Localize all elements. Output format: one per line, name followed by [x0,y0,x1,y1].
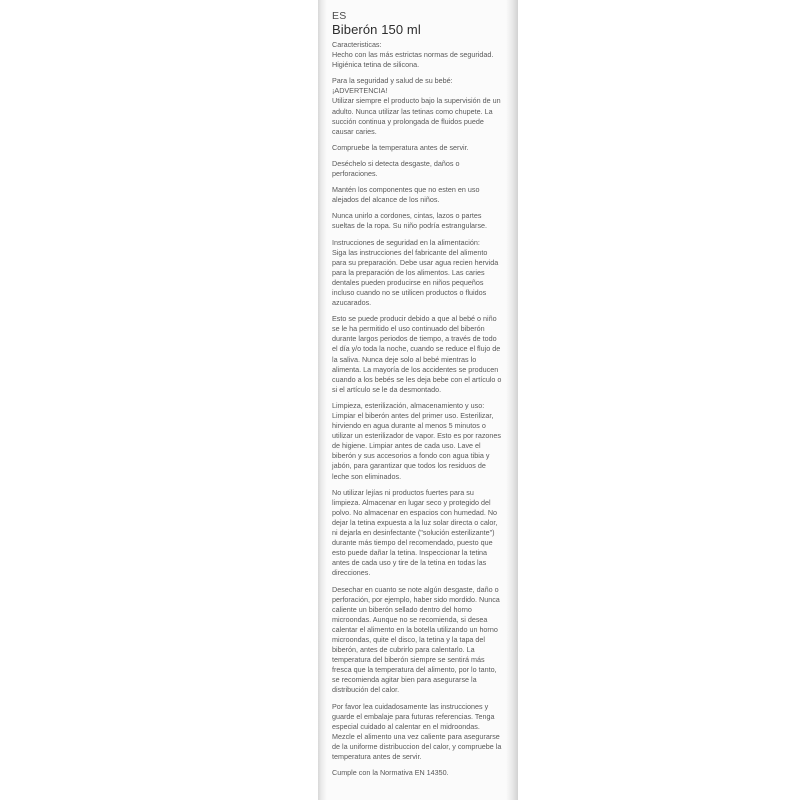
language-code: ES [332,10,347,22]
features-heading: Caracteristicas: [332,40,382,49]
warning-paragraph-5: Nunca unirlo a cordones, cintas, lazos o partes sueltas de la ropa. Su niño podría estrangularse. [332,211,488,231]
warning-paragraph-3: Deséchelo si detecta desgaste, daños o perforaciones. [332,158,460,179]
label-content [328,0,506,800]
warning-paragraph-1: Utilizar siempre el producto bajo la supervisión de un adulto. Nunca utilizar las tetinas como chupete. La succión continua y prolongada de fluidos puede causar caries. [332,96,501,136]
cleaning-heading: Limpieza, esterilización, almacenamiento y uso: [332,400,485,410]
feeding-paragraph-2: Esto se puede producir debido a que al bebé o niño se le ha permitido el uso continuado del biberón durante largos periodos de tiempo, a través de todo el día y/o toda la noche, cuando se reduce el flujo de la saliva. Nunca deje solo al bebé mientras lo alimenta. La mayoría de los accidentes se producen cuando a los bebés se les deja bebe con el artículo o si el artículo se le da desmontado. [332,314,502,394]
features-body: Hecho con las más estrictas normas de seguridad. Higiénica tetina de silicona. [332,50,494,70]
warning-heading: ¡ADVERTENCIA! [332,86,388,96]
warning-paragraph-4: Mantén los componentes que no esten en uso alejados del alcance de los niños. [332,185,480,205]
standard-compliance: Cumple con la Normativa EN 14350. [332,768,449,778]
product-title: Biberón 150 ml [332,22,421,37]
cleaning-paragraph-2: No utilizar lejías ni productos fuertes para su limpieza. Almacenar en lugar seco y protegido del polvo. No almacenar en espacios con humedad. No dejar la tetina expuesta a la luz solar directa o calor, ni dejarla en desinfectante ("solución esterilizante") durante más tiempo del recomendado, puesto que esto puede dañar la tetina. Inspeccionar la tetina antes de cada uso y tire de la tetina en todas las direcciones. [332,487,498,578]
cleaning-paragraph-3: Desechar en cuanto se note algún desgaste, daño o perforación, por ejemplo, haber sido mordido. Nunca caliente un biberón sellado dentro del horno microondas. Aunque no se recomienda, si desea calentar el alimento en la botella utilizando un horno microondas, quite el disco, la tetina y la tapa del biberón, antes de cubrirlo para calentarlo. La temperatura del biberón siempre se sentirá más fresca que la temperatura del alimento, por lo tanto, se recomienda agitar bien para asegurarse la distribución del calor. [332,584,500,695]
cleaning-paragraph-1: Limpiar el biberón antes del primer uso. Esterilizar, hirviendo en agua durante al menos 5 minutos o utilizar un esterilizador de vapor. Esto es por razones de higiene. Limpiar antes de cada uso. Lave el biberón y sus accesorios a fondo con agua tibia y jabón, para garantizar que todos los residuos de leche son eliminados. [332,411,501,481]
feeding-safety-heading: Instrucciones de seguridad en la alimentación: [332,237,480,247]
product-label-strip [318,0,518,800]
keep-instructions-paragraph: Por favor lea cuidadosamente las instrucciones y guarde el embalaje para futuras referencias. Tenga especial cuidado al calentar en el midroondas. Mezcle el alimento una vez caliente para asegurarse de la uniforme distribuccion del calor, y compruebe la temperatura antes de servir. [332,701,502,761]
safety-heading: Para la seguridad y salud de su bebé: [332,76,453,86]
warning-paragraph-2: Compruebe la temperatura antes de servir. [332,142,469,152]
feeding-paragraph-1: Siga las instrucciones del fabricante del alimento para su preparación. Debe usar agua recien hervida para la preparación de los alimentos. Las caries dentales pueden producirse en niños pequeños incluso cuando no se utilicen productos o fluidos azucarados. [332,247,499,308]
